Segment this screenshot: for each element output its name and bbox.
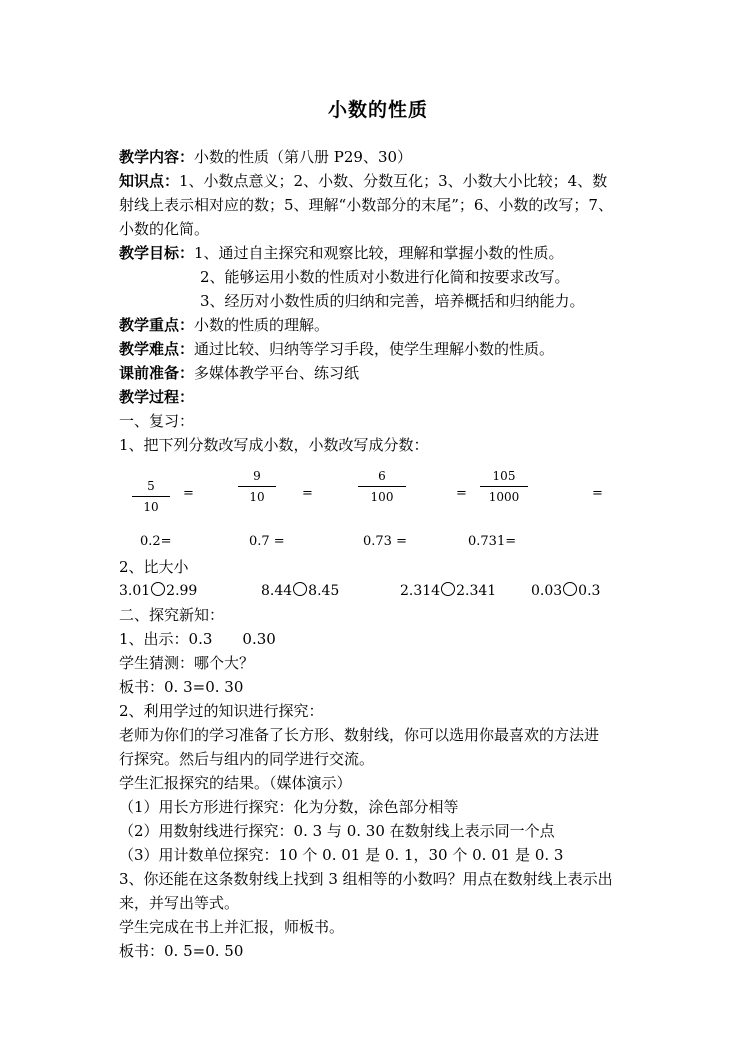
explore-line: （3）用计数单位探究：10 个 0. 01 是 0. 1，30 个 0. 01 是 0. 3 [119, 846, 564, 864]
knowledge-text-1: 1、小数点意义；2、小数、分数互化；3、小数大小比较；4、数 [179, 172, 608, 190]
knowledge-line-1 [119, 171, 607, 191]
compare-left: 8.44 [261, 583, 293, 599]
decimal-item: 0.731= [468, 534, 517, 549]
explore-line: 板书：0. 3=0. 30 [119, 678, 244, 696]
fraction-denominator: 1000 [488, 490, 520, 504]
explore-line: 行探究。然后与组内的同学进行交流。 [119, 750, 375, 768]
difficulty-text: 通过比较、归纳等学习手段，使学生理解小数的性质。 [194, 340, 555, 358]
compare-left: 3.01 [119, 583, 151, 599]
prep-label: 课前准备： [119, 364, 195, 382]
decimal-item: 0.73 = [363, 534, 407, 549]
goals-label: 教学目标： [119, 244, 195, 262]
difficulty-label: 教学难点： [119, 340, 195, 358]
explore-heading: 二、探究新知： [119, 606, 225, 624]
equals-sign: = [456, 486, 467, 501]
explore-line: 1、出示：0.3 0.30 [119, 630, 276, 648]
compare-item [261, 582, 339, 599]
content-line [119, 147, 412, 167]
explore-line: （2）用数射线进行探究：0. 3 与 0. 30 在数射线上表示同一个点 [119, 822, 555, 840]
explore-line: 来，并写出等式。 [119, 894, 240, 912]
explore-line: 老师为你们的学习准备了长方形、数射线，你可以选用你最喜欢的方法进 [119, 726, 600, 744]
review-heading: 一、复习： [119, 412, 195, 430]
explore-line: 板书：0. 5=0. 50 [119, 942, 244, 960]
compare-right: 0.3 [578, 583, 601, 599]
goals-line-1 [119, 243, 564, 263]
key-point-text: 小数的性质的理解。 [194, 316, 330, 334]
content-text: 小数的性质（第八册 P29、30） [194, 148, 413, 166]
prep-text: 多媒体教学平台、练习纸 [194, 364, 360, 382]
difficulty-line [119, 339, 554, 359]
knowledge-line-3: 小数的化简。 [119, 220, 210, 238]
goal-item-3: 3、经历对小数性质的归纳和完善，培养概括和归纳能力。 [200, 292, 585, 310]
goal-item-2: 2、能够运用小数的性质对小数进行化简和按要求改写。 [200, 268, 570, 286]
review-task-2: 2、比大小 [119, 558, 189, 576]
fraction-denominator: 10 [249, 490, 265, 504]
content-label: 教学内容： [119, 148, 195, 166]
equals-sign: = [302, 486, 313, 501]
goal-item-1: 1、通过自主探究和观察比较，理解和掌握小数的性质。 [194, 244, 564, 262]
explore-line: （1）用长方形进行探究：化为分数，涂色部分相等 [119, 798, 459, 816]
fraction-2 [238, 468, 276, 505]
key-point-line [119, 315, 329, 335]
page-title: 小数的性质 [327, 99, 428, 121]
process-line [119, 387, 194, 407]
equals-sign: = [592, 486, 603, 501]
fraction-denominator: 100 [370, 490, 394, 504]
fraction-numerator: 5 [147, 479, 155, 493]
explore-line: 3、你还能在这条数射线上找到 3 组相等的小数吗？用点在数射线上表示出 [119, 870, 613, 888]
fraction-numerator: 9 [253, 469, 261, 483]
fraction-4 [480, 468, 528, 505]
compare-item [400, 582, 496, 599]
explore-line: 学生完成在书上并汇报，师板书。 [119, 918, 345, 936]
circle-blank-icon [151, 582, 165, 596]
compare-right: 2.99 [166, 583, 198, 599]
explore-line: 2、利用学过的知识进行探究： [119, 702, 324, 720]
compare-item [119, 582, 197, 599]
fraction-3 [358, 468, 406, 505]
compare-item [531, 582, 600, 599]
circle-blank-icon [293, 582, 307, 596]
compare-left: 2.314 [400, 583, 441, 599]
prep-line [119, 363, 359, 383]
compare-left: 0.03 [531, 583, 563, 599]
process-label: 教学过程： [119, 388, 195, 406]
knowledge-line-2: 射线上表示相对应的数；5、理解“小数部分的末尾”；6、小数的改写；7、 [119, 196, 613, 214]
knowledge-label: 知识点： [119, 172, 180, 190]
review-task-1: 1、把下列分数改写成小数，小数改写成分数： [119, 436, 429, 454]
circle-blank-icon [563, 582, 577, 596]
fraction-numerator: 105 [492, 469, 516, 483]
fraction-numerator: 6 [378, 469, 386, 483]
circle-blank-icon [441, 582, 455, 596]
compare-right: 2.341 [456, 583, 497, 599]
decimal-item: 0.7 = [249, 534, 285, 549]
fraction-1 [132, 478, 170, 515]
explore-line: 学生猜测：哪个大？ [119, 654, 255, 672]
equals-sign: = [183, 486, 194, 501]
fraction-denominator: 10 [143, 500, 159, 514]
decimal-item: 0.2= [140, 534, 172, 549]
explore-line: 学生汇报探究的结果。（媒体演示） [119, 774, 352, 792]
compare-right: 8.45 [308, 583, 340, 599]
key-point-label: 教学重点： [119, 316, 195, 334]
